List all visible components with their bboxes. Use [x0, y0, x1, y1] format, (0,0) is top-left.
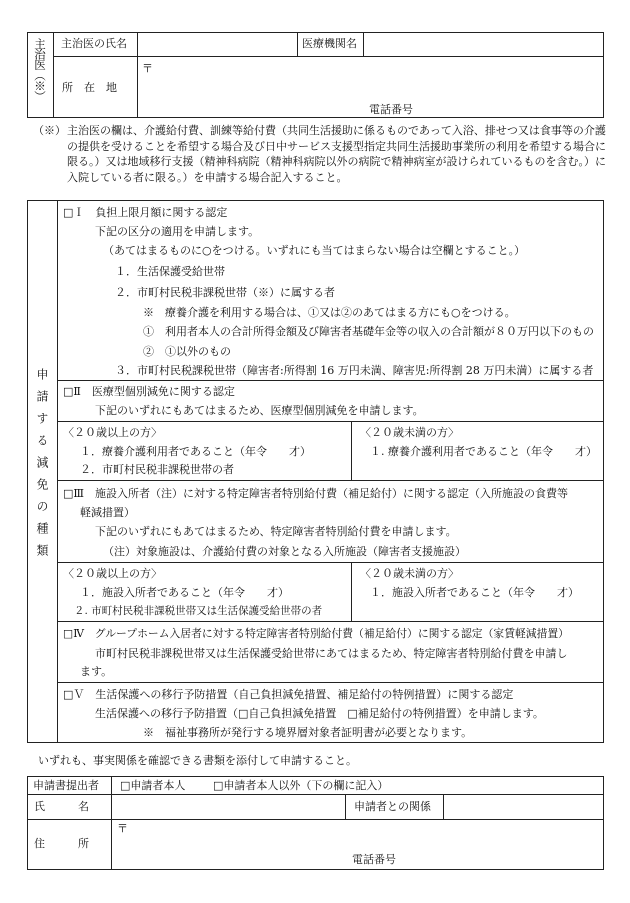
condition-item: ２．市町村民税非課税世帯の者 [80, 463, 234, 476]
option-3[interactable]: ３．市町村民税課税世帯（障害者:所得割 16 万円未満、障害児:所得割 28 万円未満）に属する者 [115, 364, 594, 377]
divider [57, 380, 604, 381]
divider [443, 794, 444, 819]
age-20-over-heading: 〈２０歳以上の方〉 [63, 426, 162, 439]
divider [57, 421, 604, 422]
submitter-address-label: 住 所 [34, 837, 89, 850]
condition-item: １．療養介護利用者であること（年令 才） [80, 445, 311, 458]
section-3-text: 軽減措置） [80, 506, 135, 519]
divider [27, 819, 604, 820]
submitter-phone-label: 電話番号 [352, 853, 396, 866]
doctor-side-label: 主治医（※） [33, 38, 47, 101]
note-prefix: （※） [33, 124, 66, 137]
institution-field[interactable] [368, 34, 600, 54]
section-4-text: ます。 [80, 665, 113, 678]
section-2-title[interactable]: □Ⅱ 医療型個別減免に関する認定 [63, 385, 235, 398]
institution-label: 医療機関名 [302, 37, 357, 50]
condition-item: ２. 市町村民税非課税世帯又は生活保護受給世帯の者 [74, 605, 323, 617]
divider [345, 794, 346, 819]
age-20-under-heading: 〈２０歳未満の方〉 [360, 567, 459, 580]
doctor-note: 主治医の欄は、介護給付費、訓練等給付費（共同生活援助に係るものであって入浴、排せつ又は食事等の介護の提供を受けることを希望する場合及び日中サービス支援型指定共同生活援助事業所の利用を希望する場合に限る。）又は地域移行支援（精神科病院（精神科病院以外の病院で精神病室が設けられているものを含む。）に入院している者に限る。）を申請する場合記入すること。 [67, 124, 606, 184]
section-4-text: 市町村民税非課税世帯又は生活保護受給世帯にあてはまるため、特定障害者特別給付費を申請し [95, 647, 568, 660]
divider [351, 562, 352, 621]
condition-item: １．施設入所者であること（年令 才） [80, 586, 289, 599]
divider [27, 794, 604, 795]
submitter-other-checkbox[interactable]: □申請者本人以外（下の欄に記入） [213, 779, 389, 792]
section-2-text: 下記のいずれにもあてはまるため、医療型個別減免を申請します。 [95, 404, 424, 417]
section-3-title[interactable]: □Ⅲ 施設入所者（注）に対する特定障害者特別給付費（補足給付）に関する認定（入所施設の食費等 [63, 487, 568, 500]
section-3-text: （注）対象施設は、介護給付費の対象となる入所施設（障害者支援施設） [103, 545, 466, 558]
submitter-address-field[interactable] [130, 822, 598, 852]
phone-label: 電話番号 [369, 103, 413, 116]
attach-note: いずれも、事実関係を確認できる書類を添付して申請すること。 [38, 754, 357, 767]
section-5-text: 生活保護への移行予防措置（□自己負担減免措置 □補足給付の特例措置）を申請します。 [95, 707, 544, 720]
section-1-text: （あてはまるものに○をつける。いずれにも当てはまらない場合は空欄とすること。） [103, 244, 526, 257]
divider [57, 621, 604, 622]
reduction-side-label: 申請する減免の種類 [35, 368, 49, 566]
divider [57, 200, 58, 743]
address-field[interactable] [158, 60, 598, 96]
doctor-name-field[interactable] [142, 34, 292, 54]
divider [57, 562, 604, 563]
option-1[interactable]: １．生活保護受給世帯 [115, 265, 225, 278]
section-5-text: ※ 福祉事務所が発行する境界層対象者証明書が必要となります。 [143, 726, 473, 739]
relation-field[interactable] [448, 797, 600, 816]
submitter-label: 申請書提出者 [33, 779, 99, 792]
submitter-self-checkbox[interactable]: □申請者本人 [120, 779, 186, 792]
section-1-text: ※ 療養介護を利用する場合は、①又は②のあてはまる方にも○をつける。 [143, 306, 516, 319]
condition-item: １. 療養介護利用者であること（年令 才） [370, 445, 597, 458]
option-2-1[interactable]: ① 利用者本人の合計所得金額及び障害者基礎年金等の収入の合計額が８０万円以下のもの [143, 325, 594, 338]
divider [351, 421, 352, 480]
section-3-text: 下記のいずれにもあてはまるため、特定障害者特別給付費を申請します。 [95, 525, 457, 538]
divider [111, 776, 112, 870]
section-4-title[interactable]: □Ⅳ グループホーム入居者に対する特定障害者特別給付費（補足給付）に関する認定（家賃軽減措置） [63, 627, 569, 640]
name-label: 氏 名 [34, 800, 89, 813]
age-20-under-heading: 〈２０歳未満の方〉 [360, 426, 459, 439]
divider [57, 480, 604, 481]
divider [297, 32, 298, 56]
doctor-name-label: 主治医の氏名 [61, 37, 127, 50]
option-2[interactable]: ２．市町村民税非課税世帯（※）に属する者 [115, 286, 335, 299]
divider [53, 56, 604, 57]
section-1-title[interactable]: □Ｉ 負担上限月額に関する認定 [63, 206, 228, 219]
age-20-over-heading: 〈２０歳以上の方〉 [63, 567, 162, 580]
section-1-text: 下記の区分の適用を申請します。 [95, 225, 260, 238]
condition-item: １．施設入所者であること（年令 才） [370, 586, 579, 599]
option-2-2[interactable]: ② ①以外のもの [143, 345, 231, 358]
divider [137, 32, 138, 118]
divider [57, 682, 604, 683]
relation-label: 申請者との関係 [354, 800, 431, 813]
divider [53, 32, 54, 118]
divider [363, 32, 364, 56]
section-5-title[interactable]: □Ｖ 生活保護への移行予防措置（自己負担減免措置、補足給付の特例措置）に関する認定 [63, 688, 514, 701]
submitter-name-field[interactable] [116, 797, 340, 816]
address-label: 所 在 地 [62, 81, 117, 94]
postal-mark: 〒 [142, 62, 153, 75]
postal-mark: 〒 [117, 822, 128, 835]
